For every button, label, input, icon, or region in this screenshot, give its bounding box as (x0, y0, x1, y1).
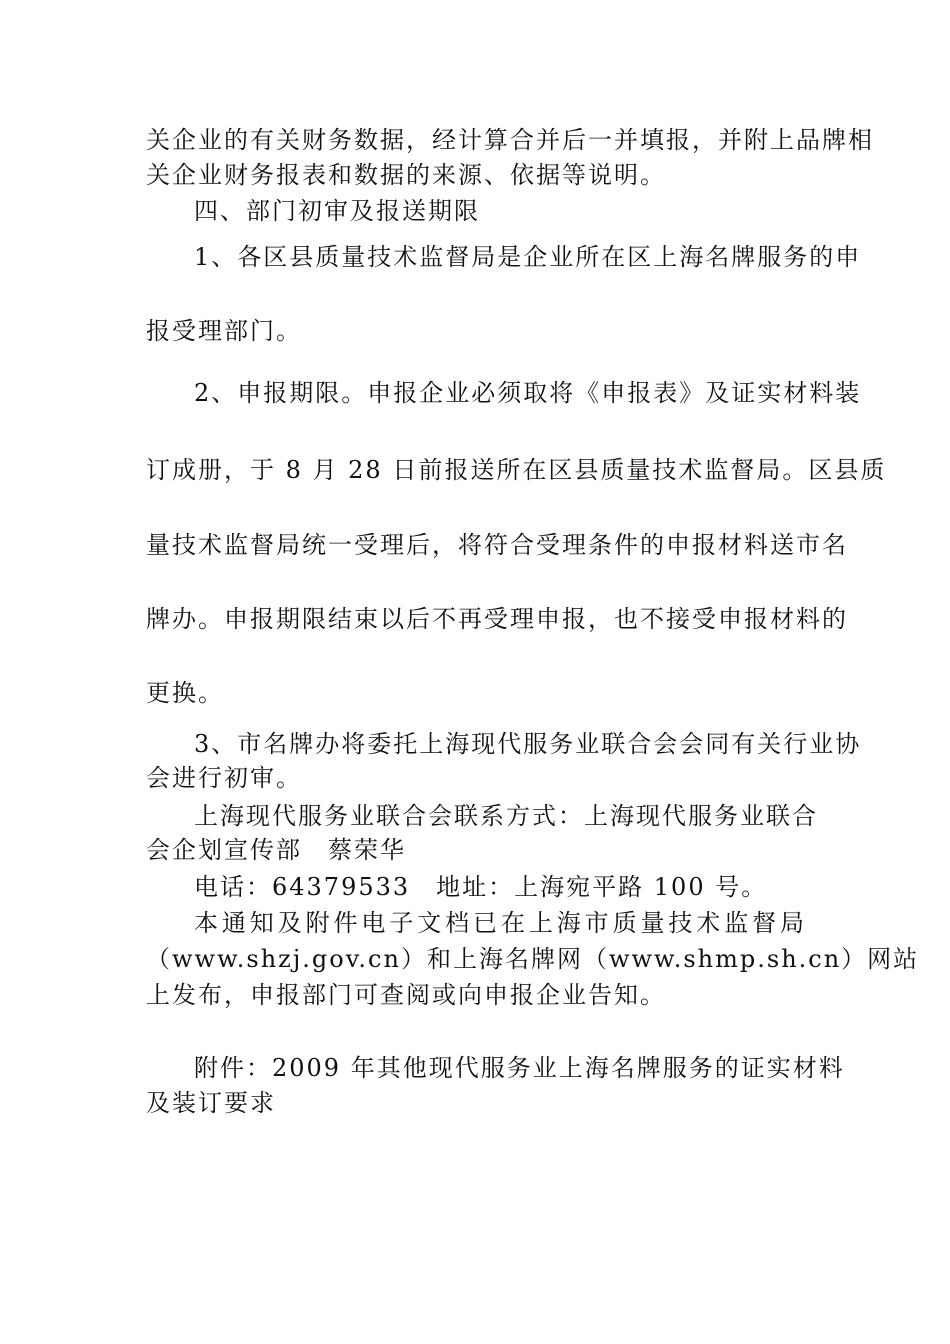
body-line: 3、市名牌办将委托上海现代服务业联合会会同有关行业协 (194, 730, 862, 758)
body-line: 订成册，于 8 月 28 日前报送所在区县质量技术监督局。区县质 (146, 456, 887, 484)
body-line: 牌办。申报期限结束以后不再受理申报，也不接受申报材料的 (146, 605, 848, 633)
attachment-line: 附件：2009 年其他现代服务业上海名牌服务的证实材料 (194, 1054, 845, 1082)
attachment-line: 及装订要求 (146, 1089, 276, 1117)
website-line: （www.shzj.gov.cn）和上海名牌网（www.shmp.sh.cn）网站 (146, 945, 920, 973)
body-line: 量技术监督局统一受理后，将符合受理条件的申报材料送市名 (146, 531, 848, 559)
body-line: 更换。 (146, 679, 224, 707)
body-line: 2、申报期限。申报企业必须取将《申报表》及证实材料装 (194, 379, 862, 407)
body-line: 关企业财务报表和数据的来源、依据等说明。 (146, 161, 666, 189)
body-line: 上发布，申报部门可查阅或向申报企业告知。 (146, 981, 666, 1009)
contact-line: 上海现代服务业联合会联系方式：上海现代服务业联合 (194, 802, 818, 830)
section-heading: 四、部门初审及报送期限 (194, 197, 480, 225)
body-line: 会进行初审。 (146, 764, 302, 792)
body-line: 本通知及附件电子文档已在上海市质量技术监督局 (194, 909, 806, 937)
phone-address-line: 电话：64379533 地址：上海宛平路 100 号。 (194, 873, 768, 901)
body-line: 关企业的有关财务数据，经计算合并后一并填报，并附上品牌相 (146, 126, 874, 154)
body-line: 1、各区县质量技术监督局是企业所在区上海名牌服务的申 (194, 243, 862, 271)
contact-line: 会企划宣传部 蔡荣华 (146, 836, 406, 864)
body-line: 报受理部门。 (146, 317, 302, 345)
